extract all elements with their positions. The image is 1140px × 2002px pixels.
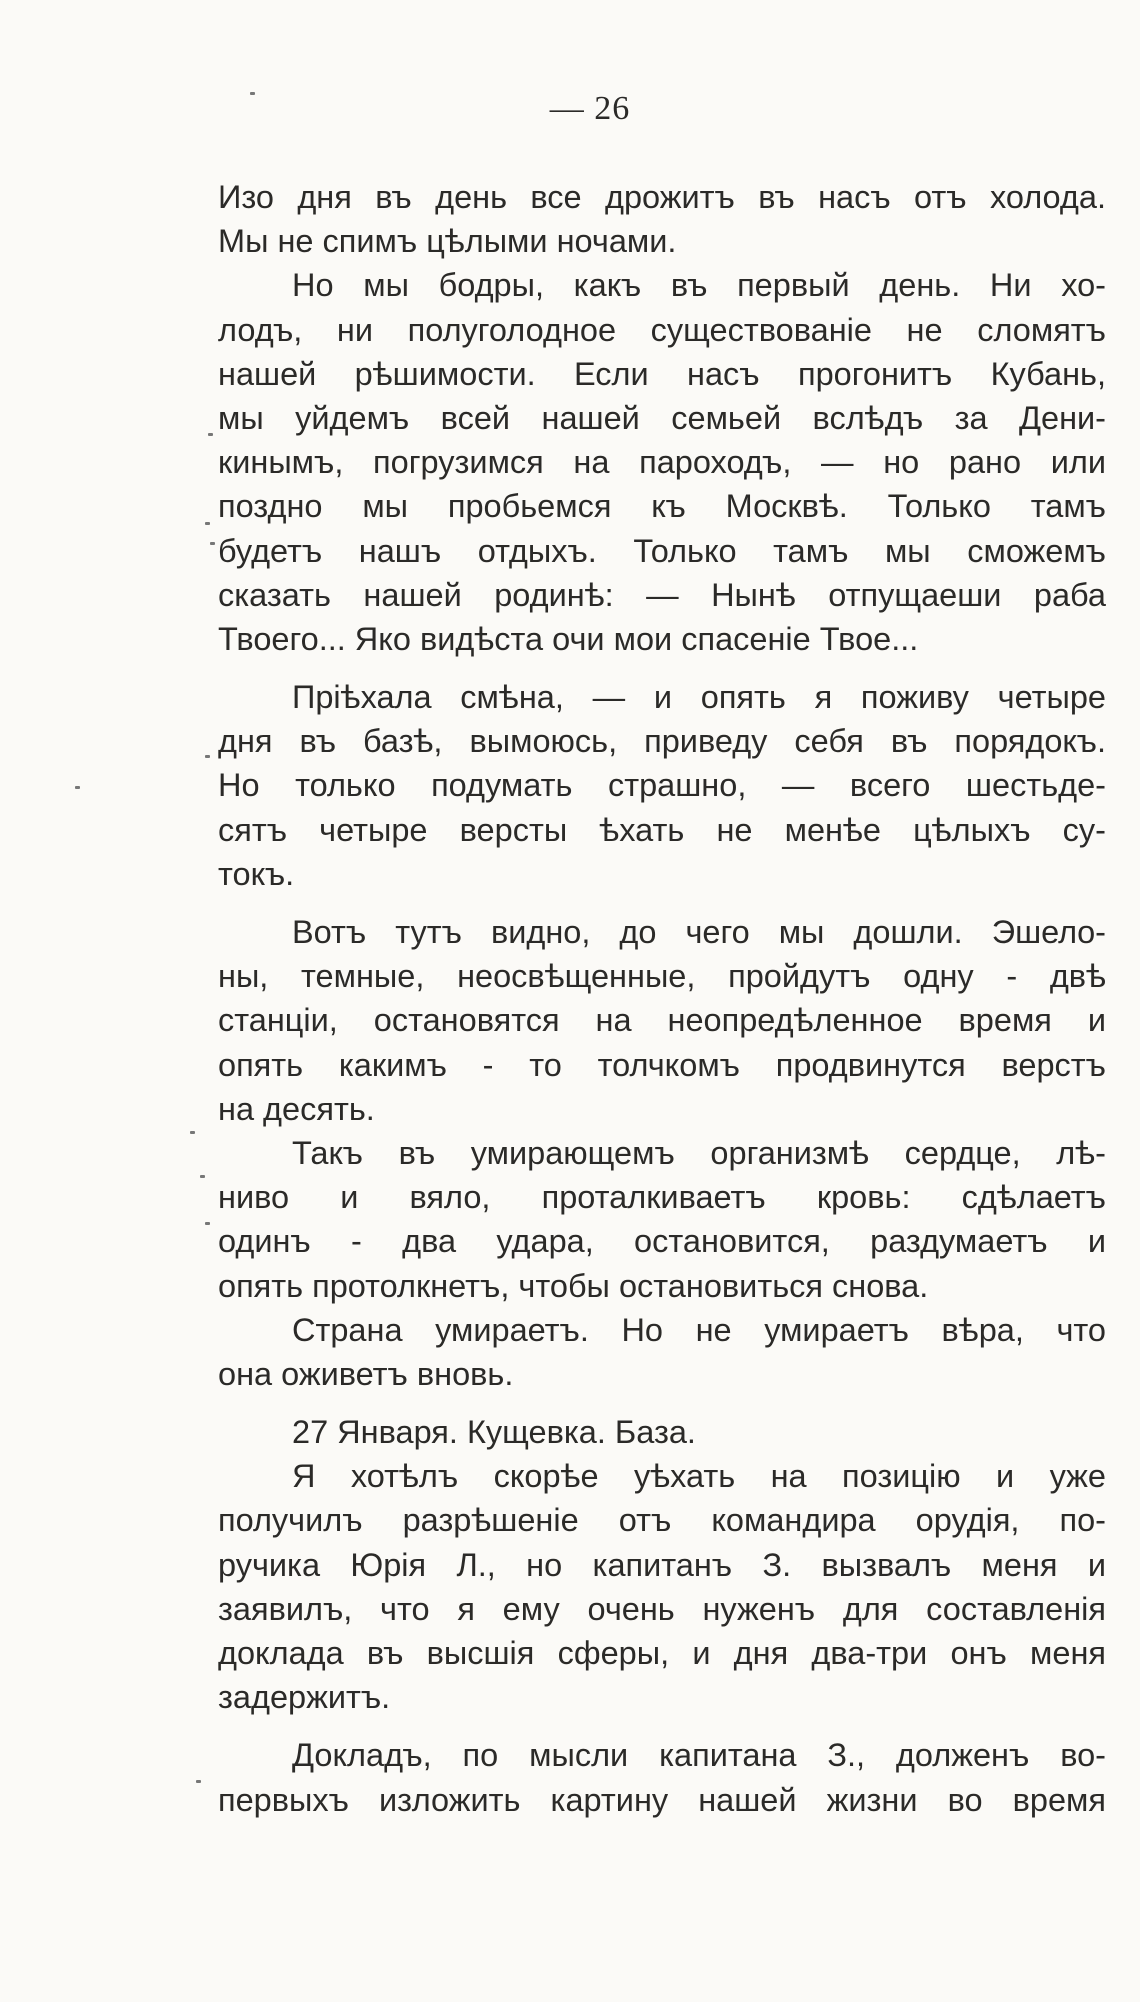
text-line: сятъ четыре версты ѣхать не менѣе цѣлыхъ су- (218, 811, 1106, 848)
text-line: ны, темные, неосвѣщенные, пройдутъ одну - двѣ (218, 958, 1106, 995)
text-line: будетъ нашъ отдыхъ. Только тамъ мы сможемъ (218, 532, 1106, 569)
text-line: получилъ разрѣшеніе отъ командира орудія, по- (218, 1502, 1106, 1539)
text-line: Докладъ, по мысли капитана З., долженъ во- (292, 1737, 1106, 1774)
text-line: одинъ - два удара, остановится, раздумаетъ и (218, 1223, 1106, 1260)
text-line: поздно мы пробьемся къ Москвѣ. Только тамъ (218, 488, 1106, 525)
text-line: Изо дня въ день все дрожитъ въ насъ отъ холода. (218, 179, 1106, 215)
text-line: опять какимъ - то толчкомъ продвинутся верстъ (218, 1046, 1106, 1083)
entry-heading: 27 Января. Кущевка. База. (292, 1414, 696, 1451)
text-line: первыхъ изложить картину нашей жизни во время (218, 1781, 1106, 1818)
text-line: мы уйдемъ всей нашей семьей вслѣдъ за Дени- (218, 399, 1106, 436)
text-line: Твоего... Яко видѣста очи мои спасеніе Твое... (218, 620, 919, 657)
text-line: Пріѣхала смѣна, — и опять я поживу четыре (292, 679, 1106, 716)
text-line: на десять. (218, 1090, 375, 1127)
text-line: задержитъ. (218, 1679, 391, 1716)
scan-speck (205, 755, 210, 758)
text-line: токъ. (218, 855, 295, 892)
text-line: ручика Юрія Л., но капитанъ З. вызвалъ меня и (218, 1546, 1106, 1583)
scan-speck (210, 542, 215, 545)
scan-speck (208, 433, 213, 436)
text-line: она оживетъ вновь. (218, 1355, 514, 1392)
scan-speck (205, 1222, 210, 1225)
text-line: Я хотѣлъ скорѣе уѣхать на позицію и уже (292, 1458, 1106, 1495)
text-line: Вотъ тутъ видно, до чего мы дошли. Эшелo- (292, 914, 1106, 950)
text-line: сказать нашей родинѣ: — Нынѣ отпущаеши раба (218, 576, 1106, 613)
scan-speck (190, 1131, 195, 1134)
body-text (218, 175, 1106, 1822)
text-line: заявилъ, что я ему очень нуженъ для составленія (218, 1590, 1106, 1627)
text-line: Такъ въ умирающемъ организмѣ сердце, лѣ- (292, 1134, 1106, 1171)
scan-speck (200, 1175, 205, 1178)
text-line: Мы не спимъ цѣлыми ночами. (218, 223, 677, 260)
text-line: Но мы бодры, какъ въ первый день. Ни хо- (292, 267, 1106, 304)
text-line: дня въ базѣ, вымоюсь, приведу себя въ порядокъ. (218, 723, 1106, 760)
text-line: кинымъ, погрузимся на пароходъ, — но рано или (218, 444, 1106, 481)
text-line: ниво и вяло, проталкиваетъ кровь: сдѣлаетъ (218, 1179, 1106, 1216)
text-line: лодъ, ни полуголодное существованіе не сломятъ (218, 311, 1106, 348)
text-line: Страна умираетъ. Но не умираетъ вѣра, что (292, 1311, 1106, 1348)
text-line: опять протолкнетъ, чтобы остановиться снова. (218, 1267, 929, 1304)
scan-speck (196, 1780, 201, 1783)
scan-speck (250, 92, 255, 95)
text-line: доклада въ высшія сферы, и дня два-три онъ меня (218, 1635, 1106, 1671)
text-line: станціи, остановятся на неопредѣленное время и (218, 1002, 1106, 1039)
page-number: — 26 (549, 90, 631, 127)
scan-speck (75, 786, 80, 789)
text-line: нашей рѣшимости. Если насъ прогонитъ Кубань, (218, 355, 1106, 392)
text-line: Но только подумать страшно, — всего шестьде- (218, 767, 1106, 804)
scan-speck (205, 522, 210, 525)
